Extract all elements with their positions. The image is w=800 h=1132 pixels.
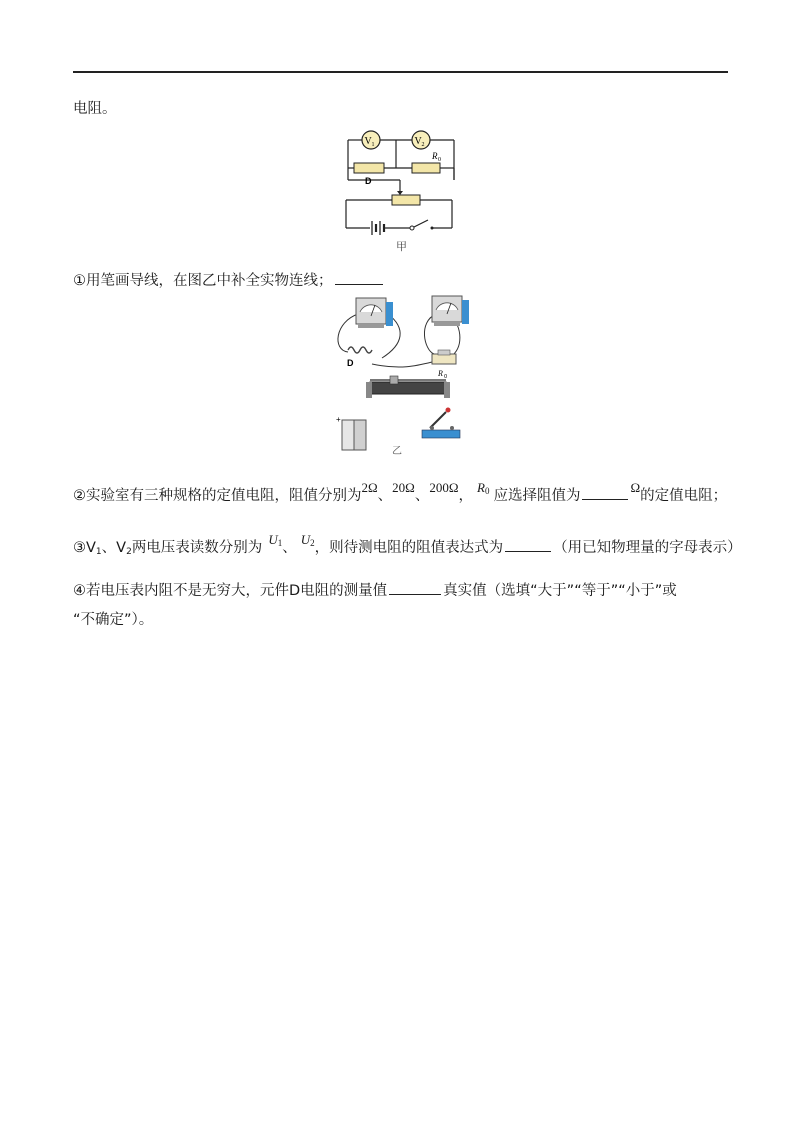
- q3-prefix: ③V: [73, 540, 96, 556]
- q3-mid-2: ，则待测电阻的阻值表达式为: [314, 540, 504, 556]
- question-3: [73, 532, 742, 562]
- circuit-diagram-jia: [340, 128, 460, 256]
- q3-sub-2: 2: [126, 547, 132, 557]
- r0-label: R: [432, 151, 438, 161]
- q2-sep-1: 、: [377, 488, 393, 504]
- element-d-icon: [348, 347, 372, 353]
- q3-u2: [301, 532, 315, 547]
- q4-prefix: ④若电压表内阻不是无穷大，元件D电阻的测量值: [73, 583, 388, 599]
- svg-text:+: +: [336, 415, 341, 424]
- apparatus-d-label: D: [347, 358, 354, 368]
- answer-blank-1[interactable]: [335, 270, 383, 285]
- apparatus-r0-label: R: [438, 369, 443, 378]
- figure-caption-yi: 乙: [392, 446, 402, 457]
- answer-blank-3[interactable]: [505, 537, 551, 552]
- v2-label: V: [414, 136, 422, 147]
- q2-unit: Ω: [630, 480, 641, 495]
- q3-sep-2: 、: [282, 540, 297, 556]
- q3-u2-sub: 2: [310, 538, 315, 548]
- figure-caption-jia: 甲: [396, 240, 407, 253]
- question-2: [73, 480, 728, 509]
- q2-r-sub: 0: [484, 486, 490, 496]
- apparatus-figure-yi: [330, 292, 470, 458]
- q2-sep-2: 、: [414, 488, 430, 504]
- answer-blank-2[interactable]: [582, 485, 628, 500]
- q3-u1: [268, 532, 282, 547]
- resistor-r0-icon: [432, 350, 456, 364]
- q2-value-2ohm: 2Ω: [361, 480, 378, 495]
- switch-icon: [422, 408, 460, 439]
- d-label: D: [365, 176, 372, 186]
- question-4: [73, 580, 677, 601]
- q3-sep: 、V: [101, 540, 127, 556]
- q3-suffix: （用已知物理量的字母表示）: [553, 540, 742, 556]
- rheostat-icon: [366, 376, 450, 398]
- intro-text: 电阻。: [73, 101, 117, 117]
- v1-label: V: [364, 136, 372, 147]
- q2-sep-3: ，: [458, 488, 474, 504]
- q3-mid: 两电压表读数分别为: [131, 540, 263, 556]
- voltmeter-2-icon: [432, 296, 469, 326]
- question-1: [73, 270, 385, 291]
- q3-u1-sub: 1: [277, 538, 283, 548]
- q3-u1-letter: U: [268, 532, 278, 547]
- svg-text:1: 1: [371, 142, 375, 148]
- question-4-line-2: “不确定”）。: [73, 612, 154, 628]
- voltmeter-1-icon: [356, 298, 393, 328]
- svg-text:0: 0: [438, 157, 441, 163]
- q3-sub-1: 1: [95, 547, 102, 557]
- answer-blank-4[interactable]: [389, 580, 441, 595]
- q2-value-20ohm: 20Ω: [392, 480, 415, 495]
- q1-text: ①用笔画导线，在图乙中补全实物连线；: [73, 273, 333, 289]
- q2-r-letter: R: [477, 480, 485, 495]
- svg-text:0: 0: [444, 374, 448, 380]
- q2-prefix: ②实验室有三种规格的定值电阻，阻值分别为: [73, 488, 362, 504]
- q2-mid: 应选择阻值为: [493, 488, 581, 504]
- q2-value-200ohm: 200Ω: [429, 480, 459, 495]
- header-rule: [73, 71, 728, 73]
- q2-r0: [477, 480, 489, 495]
- q2-suffix: 的定值电阻；: [640, 488, 728, 504]
- svg-text:2: 2: [421, 142, 425, 148]
- q4-suffix: 真实值（选填“大于”“等于”“小于”或: [443, 583, 677, 599]
- q3-u2-letter: U: [300, 532, 311, 547]
- battery-icon: [336, 415, 366, 450]
